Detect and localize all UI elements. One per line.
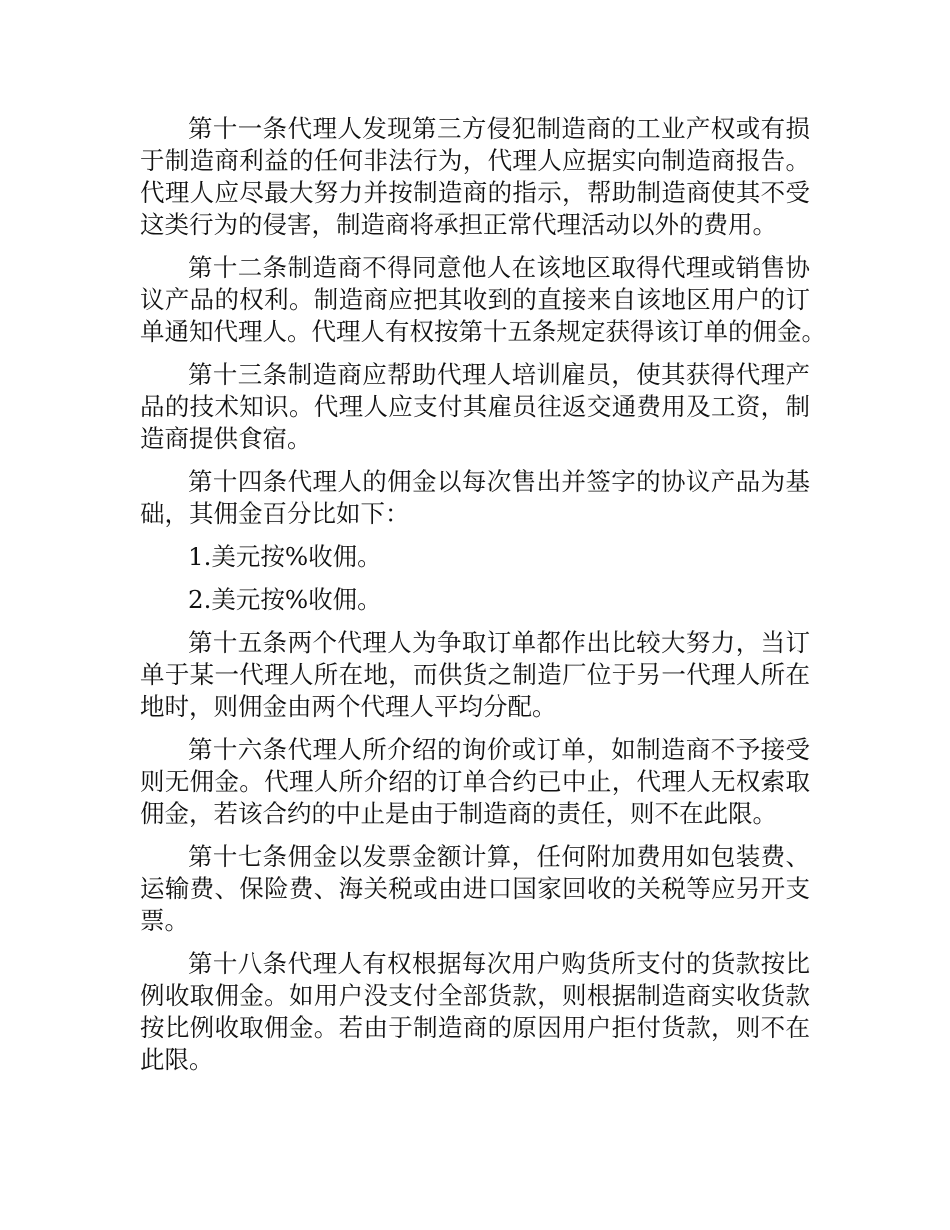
paragraph [140, 948, 810, 1076]
paragraph-line: 础，其佣金百分比如下： [140, 499, 410, 528]
paragraph [140, 252, 826, 348]
paragraph-line: 第十二条制造商不得同意他人在该地区取得代理或销售协 [188, 253, 810, 282]
paragraph [140, 841, 810, 937]
paragraph-line: 单于某一代理人所在地，而供货之制造厂位于另一代理人所在 [140, 660, 810, 689]
paragraph [140, 541, 810, 573]
paragraph-line: 议产品的权利。制造商应把其收到的直接来自该地区用户的订 [140, 285, 810, 314]
paragraph [140, 359, 810, 455]
paragraph-line: 第十七条佣金以发票金额计算，任何附加费用如包装费、 [188, 842, 810, 871]
paragraph-line: 第十三条制造商应帮助代理人培训雇员，使其获得代理产 [188, 360, 810, 389]
paragraph-line: 1.美元按%收佣。 [188, 542, 382, 571]
document-page [140, 113, 826, 1087]
paragraph [140, 627, 810, 723]
paragraph-line: 佣金，若该合约的中止是由于制造商的责任，则不在此限。 [140, 799, 777, 828]
paragraph-line: 此限。 [140, 1045, 214, 1074]
paragraph [140, 734, 810, 830]
paragraph-line: 代理人应尽最大努力并按制造商的指示，帮助制造商使其不受 [140, 178, 810, 207]
paragraph [140, 466, 810, 530]
paragraph-line: 于制造商利益的任何非法行为，代理人应据实向制造商报告。 [140, 146, 810, 175]
paragraph-line: 第十八条代理人有权根据每次用户购货所支付的货款按比 [188, 949, 810, 978]
paragraph-line: 这类行为的侵害，制造商将承担正常代理活动以外的费用。 [140, 210, 777, 239]
paragraph-line: 第十六条代理人所介绍的询价或订单，如制造商不予接受 [188, 735, 810, 764]
paragraph-line: 票。 [140, 906, 189, 935]
paragraph [140, 113, 810, 241]
paragraph-line: 地时，则佣金由两个代理人平均分配。 [140, 692, 557, 721]
paragraph-line: 运输费、保险费、海关税或由进口国家回收的关税等应另开支 [140, 874, 810, 903]
paragraph-line: 则无佣金。代理人所介绍的订单合约已中止，代理人无权索取 [140, 767, 810, 796]
paragraph-line: 第十一条代理人发现第三方侵犯制造商的工业产权或有损 [188, 114, 810, 143]
paragraph-line: 按比例收取佣金。若由于制造商的原因用户拒付货款，则不在 [140, 1013, 810, 1042]
paragraph-line: 造商提供食宿。 [140, 424, 312, 453]
paragraph-line: 第十四条代理人的佣金以每次售出并签字的协议产品为基 [188, 467, 810, 496]
paragraph-line: 2.美元按%收佣。 [188, 585, 382, 614]
paragraph-line: 单通知代理人。代理人有权按第十五条规定获得该订单的佣金。 [140, 317, 826, 346]
paragraph-line: 例收取佣金。如用户没支付全部货款，则根据制造商实收货款 [140, 981, 810, 1010]
paragraph-line: 品的技术知识。代理人应支付其雇员往返交通费用及工资，制 [140, 392, 810, 421]
paragraph-line: 第十五条两个代理人为争取订单都作出比较大努力，当订 [188, 628, 810, 657]
paragraph [140, 584, 810, 616]
